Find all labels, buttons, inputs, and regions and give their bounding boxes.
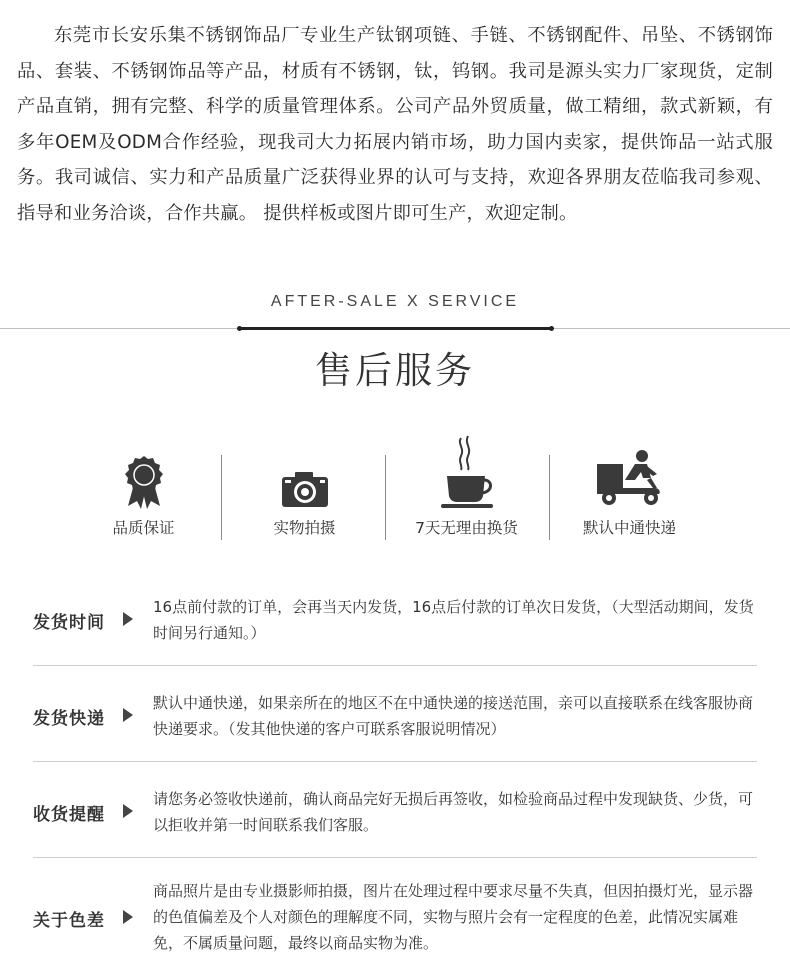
triangle-right-icon — [123, 612, 133, 626]
row-text: 商品照片是由专业摄影师拍摄，图片在处理过程中要求尽量不失真，但因拍摄灯光，显示器的色值偏差及个人对颜色的理解度不同，实物与照片会有一定程度的色差，此情况实属难免，不属质量问题，最终以商品实物为准。 — [153, 882, 754, 952]
feature-label: 实物拍摄 — [273, 519, 336, 537]
row-text: 请您务必签收快递前，确认商品完好无损后再签收，如检验商品过程中发现缺货、少货，可以拒收并第一时间联系我们客服。 — [153, 790, 754, 834]
feature-exchange — [384, 430, 549, 538]
row-separator — [33, 665, 757, 666]
row-key: 发货时间 — [33, 613, 105, 633]
row-text: 默认中通快递，如果亲所在的地区不在中通快递的接送范围，亲可以直接联系在线客服协商快递要求。（发其他快递的客户可联系客服说明情况） — [153, 694, 754, 738]
award-medal-icon — [61, 430, 226, 510]
feature-quality — [61, 430, 226, 538]
triangle-right-icon — [123, 708, 133, 722]
feature-photo — [222, 430, 387, 538]
row-key: 关于色差 — [33, 911, 105, 931]
coffee-cup-icon — [384, 430, 549, 510]
triangle-right-icon — [123, 910, 133, 924]
feature-label: 品质保证 — [112, 519, 175, 537]
feature-label: 默认中通快递 — [582, 519, 676, 537]
delivery-scooter-icon — [547, 430, 712, 510]
section-divider-accent — [239, 327, 552, 330]
row-separator — [33, 761, 757, 762]
feature-label: 7天无理由换货 — [415, 519, 518, 537]
section-title: 售后服务 — [315, 349, 475, 392]
divider-dot-left — [237, 326, 242, 331]
company-intro: 东莞市长安乐集不锈钢饰品厂专业生产钛钢项链、手链、不锈钢配件、吊坠、不锈钢饰品、套装、不锈钢饰品等产品，材质有不锈钢，钛，钨钢。我司是源头实力厂家现货，定制产品直销，拥有完整、科学的质量管理体系。公司产品外贸质量，做工精细，款式新颖，有多年OEM及ODM合作经验，现我司大力拓展内销市场，助力国内卖家，提供饰品一站式服务。我司诚信、实力和产品质量广泛获得业界的认可与支持，欢迎各界朋友莅临我司参观、指导和业务洽谈，合作共赢。 提供样板或图片即可生产，欢迎定制。 — [17, 25, 773, 224]
section-subtitle: AFTER-SALE X SERVICE — [270, 293, 520, 310]
triangle-right-icon — [123, 804, 133, 818]
row-text: 16点前付款的订单，会再当天内发货，16点后付款的订单次日发货，（大型活动期间，发货时间另行通知。） — [153, 598, 754, 642]
divider-dot-right — [549, 326, 554, 331]
camera-icon — [222, 430, 387, 510]
row-key: 发货快递 — [33, 709, 105, 729]
feature-express — [547, 430, 712, 538]
row-key: 收货提醒 — [33, 805, 105, 825]
row-separator — [33, 857, 757, 858]
